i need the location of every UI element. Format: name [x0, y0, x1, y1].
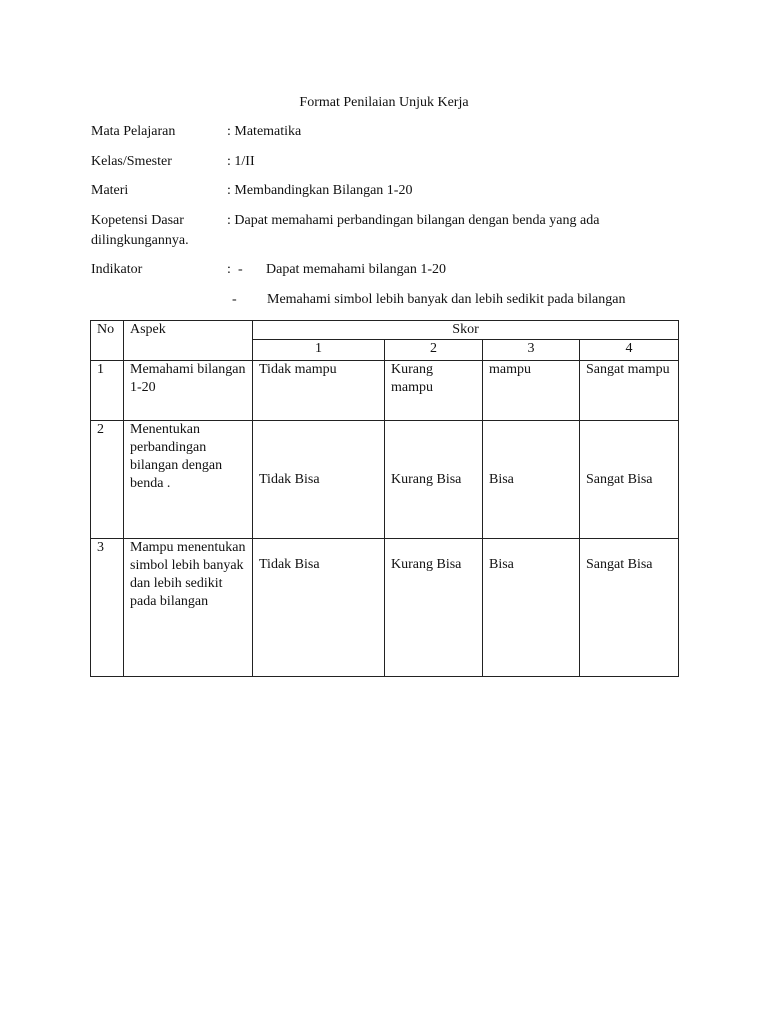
header-no: No: [91, 321, 124, 361]
field-value: : Matematika: [227, 124, 302, 139]
cell-score: Tidak mampu: [253, 361, 385, 421]
header-skor: Skor: [253, 321, 679, 340]
table-row: [91, 361, 679, 421]
field-label: Materi: [91, 183, 129, 198]
cell-score: Sangat Bisa: [580, 421, 679, 539]
indikator-colon: :: [227, 262, 231, 277]
cell-score: Sangat mampu: [580, 361, 679, 421]
header-score-1: 1: [253, 340, 385, 361]
cell-aspek: Menentukan perbandingan bilangan dengan benda .: [124, 421, 253, 539]
field-label: Mata Pelajaran: [91, 124, 176, 139]
cell-score: Bisa: [483, 539, 580, 677]
bullet-dash: -: [232, 292, 237, 307]
indikator-item: Dapat memahami bilangan 1-20: [266, 262, 446, 277]
table-row: [91, 539, 679, 677]
header-aspek: Aspek: [124, 321, 253, 361]
field-label: Kopetensi Dasar: [91, 213, 184, 228]
document-title: Format Penilaian Unjuk Kerja: [299, 95, 469, 110]
indikator-item: Memahami simbol lebih banyak dan lebih sedikit pada bilangan: [267, 292, 626, 307]
table-header-row: [91, 321, 679, 340]
cell-score: Kurang mampu: [385, 361, 483, 421]
field-value: : Dapat memahami perbandingan bilangan dengan benda yang ada: [227, 213, 600, 228]
cell-no: 1: [91, 361, 124, 421]
cell-score: Bisa: [483, 421, 580, 539]
indikator-label: Indikator: [91, 262, 143, 277]
cell-score: Kurang Bisa: [385, 421, 483, 539]
cell-score: Sangat Bisa: [580, 539, 679, 677]
cell-no: 3: [91, 539, 124, 677]
header-score-3: 3: [483, 340, 580, 361]
score-table: [90, 320, 679, 677]
cell-score: Kurang Bisa: [385, 539, 483, 677]
cell-score: mampu: [483, 361, 580, 421]
cell-aspek: Mampu menentukan simbol lebih banyak dan lebih sedikit pada bilangan: [124, 539, 253, 677]
field-label: Kelas/Smester: [91, 154, 172, 169]
field-kompetensi-continuation: dilingkungannya.: [91, 233, 189, 248]
cell-score: Tidak Bisa: [253, 421, 385, 539]
header-score-4: 4: [580, 340, 679, 361]
cell-aspek: Memahami bilangan 1-20: [124, 361, 253, 421]
cell-no: 2: [91, 421, 124, 539]
cell-score: Tidak Bisa: [253, 539, 385, 677]
bullet-dash: -: [238, 262, 243, 277]
table-row: [91, 421, 679, 539]
field-value: : Membandingkan Bilangan 1-20: [227, 183, 413, 198]
header-score-2: 2: [385, 340, 483, 361]
field-value: : 1/II: [227, 154, 255, 169]
